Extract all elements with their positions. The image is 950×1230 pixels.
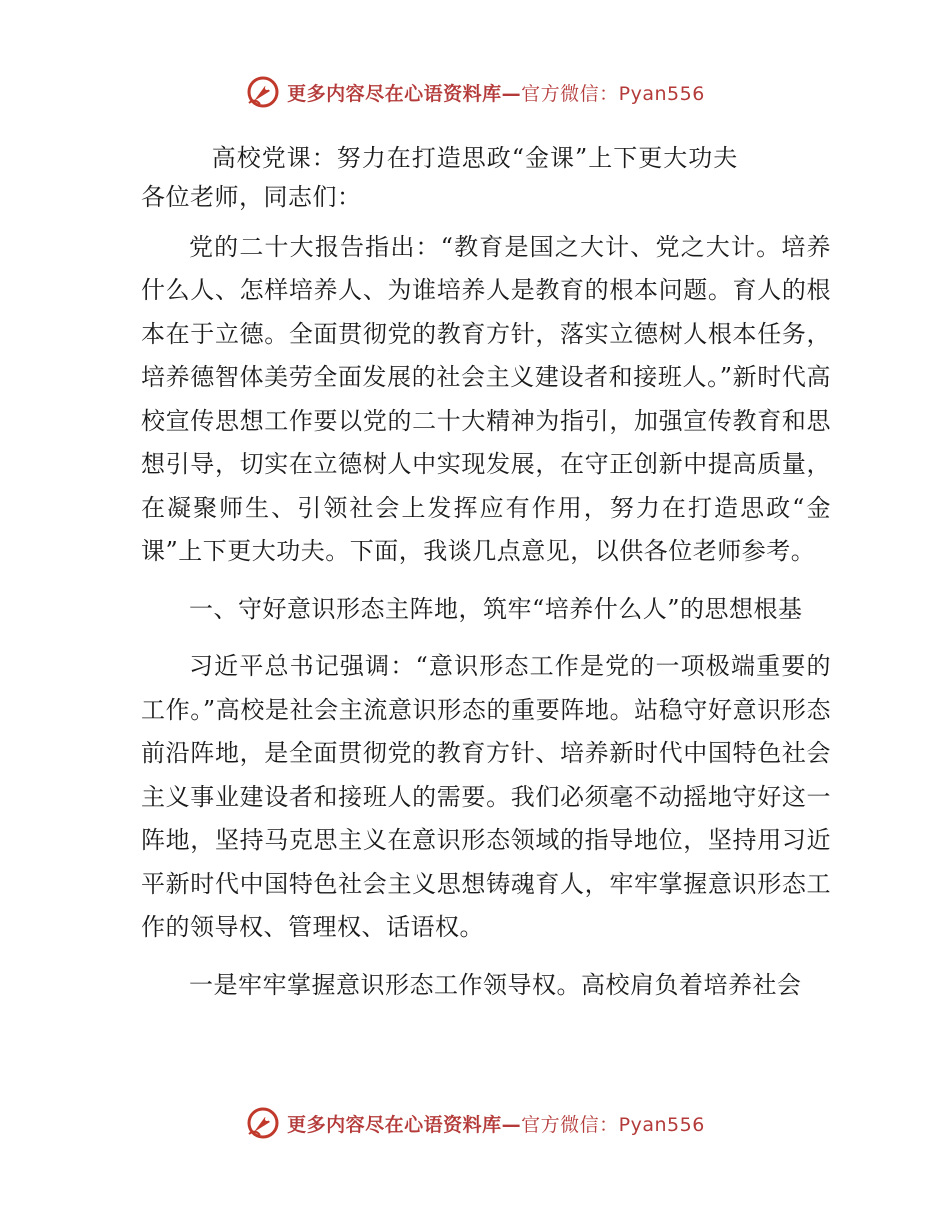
paragraph-leadership: 一是牢牢掌握意识形态工作领导权。高校肩负着培养社会 [189, 970, 802, 999]
footer-banner-text [287, 1110, 705, 1137]
header-banner-label: 更多内容尽在心语资料库 [287, 82, 502, 105]
document-title: 高校党课：努力在打造思政“金课”上下更大功夫 [211, 144, 739, 172]
header-banner-text [287, 79, 705, 106]
paragraph-ideology: 习近平总书记强调：“意识形态工作是党的一项极端重要的工作。”高校是社会主流意识形态的重要阵地。站稳守好意识形态前沿阵地，是全面贯彻党的教育方针、培养新时代中国特色社会主义事业建设者和接班人的需要。我们必须毫不动摇地守好这一阵地，坚持马克思主义在意识形态领域的指导地位，坚持用习近平新时代中国特色社会主义思想铸魂育人，牢牢掌握意识形态工作的领导权、管理权、话语权。 [141, 652, 831, 941]
document-greeting: 各位老师，同志们： [141, 183, 362, 211]
footer-banner [0, 1101, 950, 1145]
footer-banner-separator: — [501, 1113, 522, 1136]
pen-nib-logo-icon [245, 1105, 281, 1141]
footer-banner-contact: 官方微信：Pyan556 [521, 1113, 705, 1136]
header-banner-contact: 官方微信：Pyan556 [521, 82, 705, 105]
section-heading-1: 一、守好意识形态主阵地，筑牢“培养什么人”的思想根基 [189, 594, 803, 623]
header-banner-separator: — [501, 82, 522, 105]
pen-nib-logo-icon [245, 74, 281, 110]
paragraph-intro: 党的二十大报告指出：“教育是国之大计、党之大计。培养什么人、怎样培养人、为谁培养人是教育的根本问题。育人的根本在于立德。全面贯彻党的教育方针，落实立德树人根本任务，培养德智体美劳全面发展的社会主义建设者和接班人。”新时代高校宣传思想工作要以党的二十大精神为指引，加强宣传教育和思想引导，切实在立德树人中实现发展，在守正创新中提高质量，在凝聚师生、引领社会上发挥应有作用，努力在打造思政“金课”上下更大功夫。下面，我谈几点意见，以供各位老师参考。 [141, 232, 831, 565]
header-banner [0, 70, 950, 114]
document-body [141, 176, 831, 1021]
footer-banner-label: 更多内容尽在心语资料库 [287, 1113, 502, 1136]
